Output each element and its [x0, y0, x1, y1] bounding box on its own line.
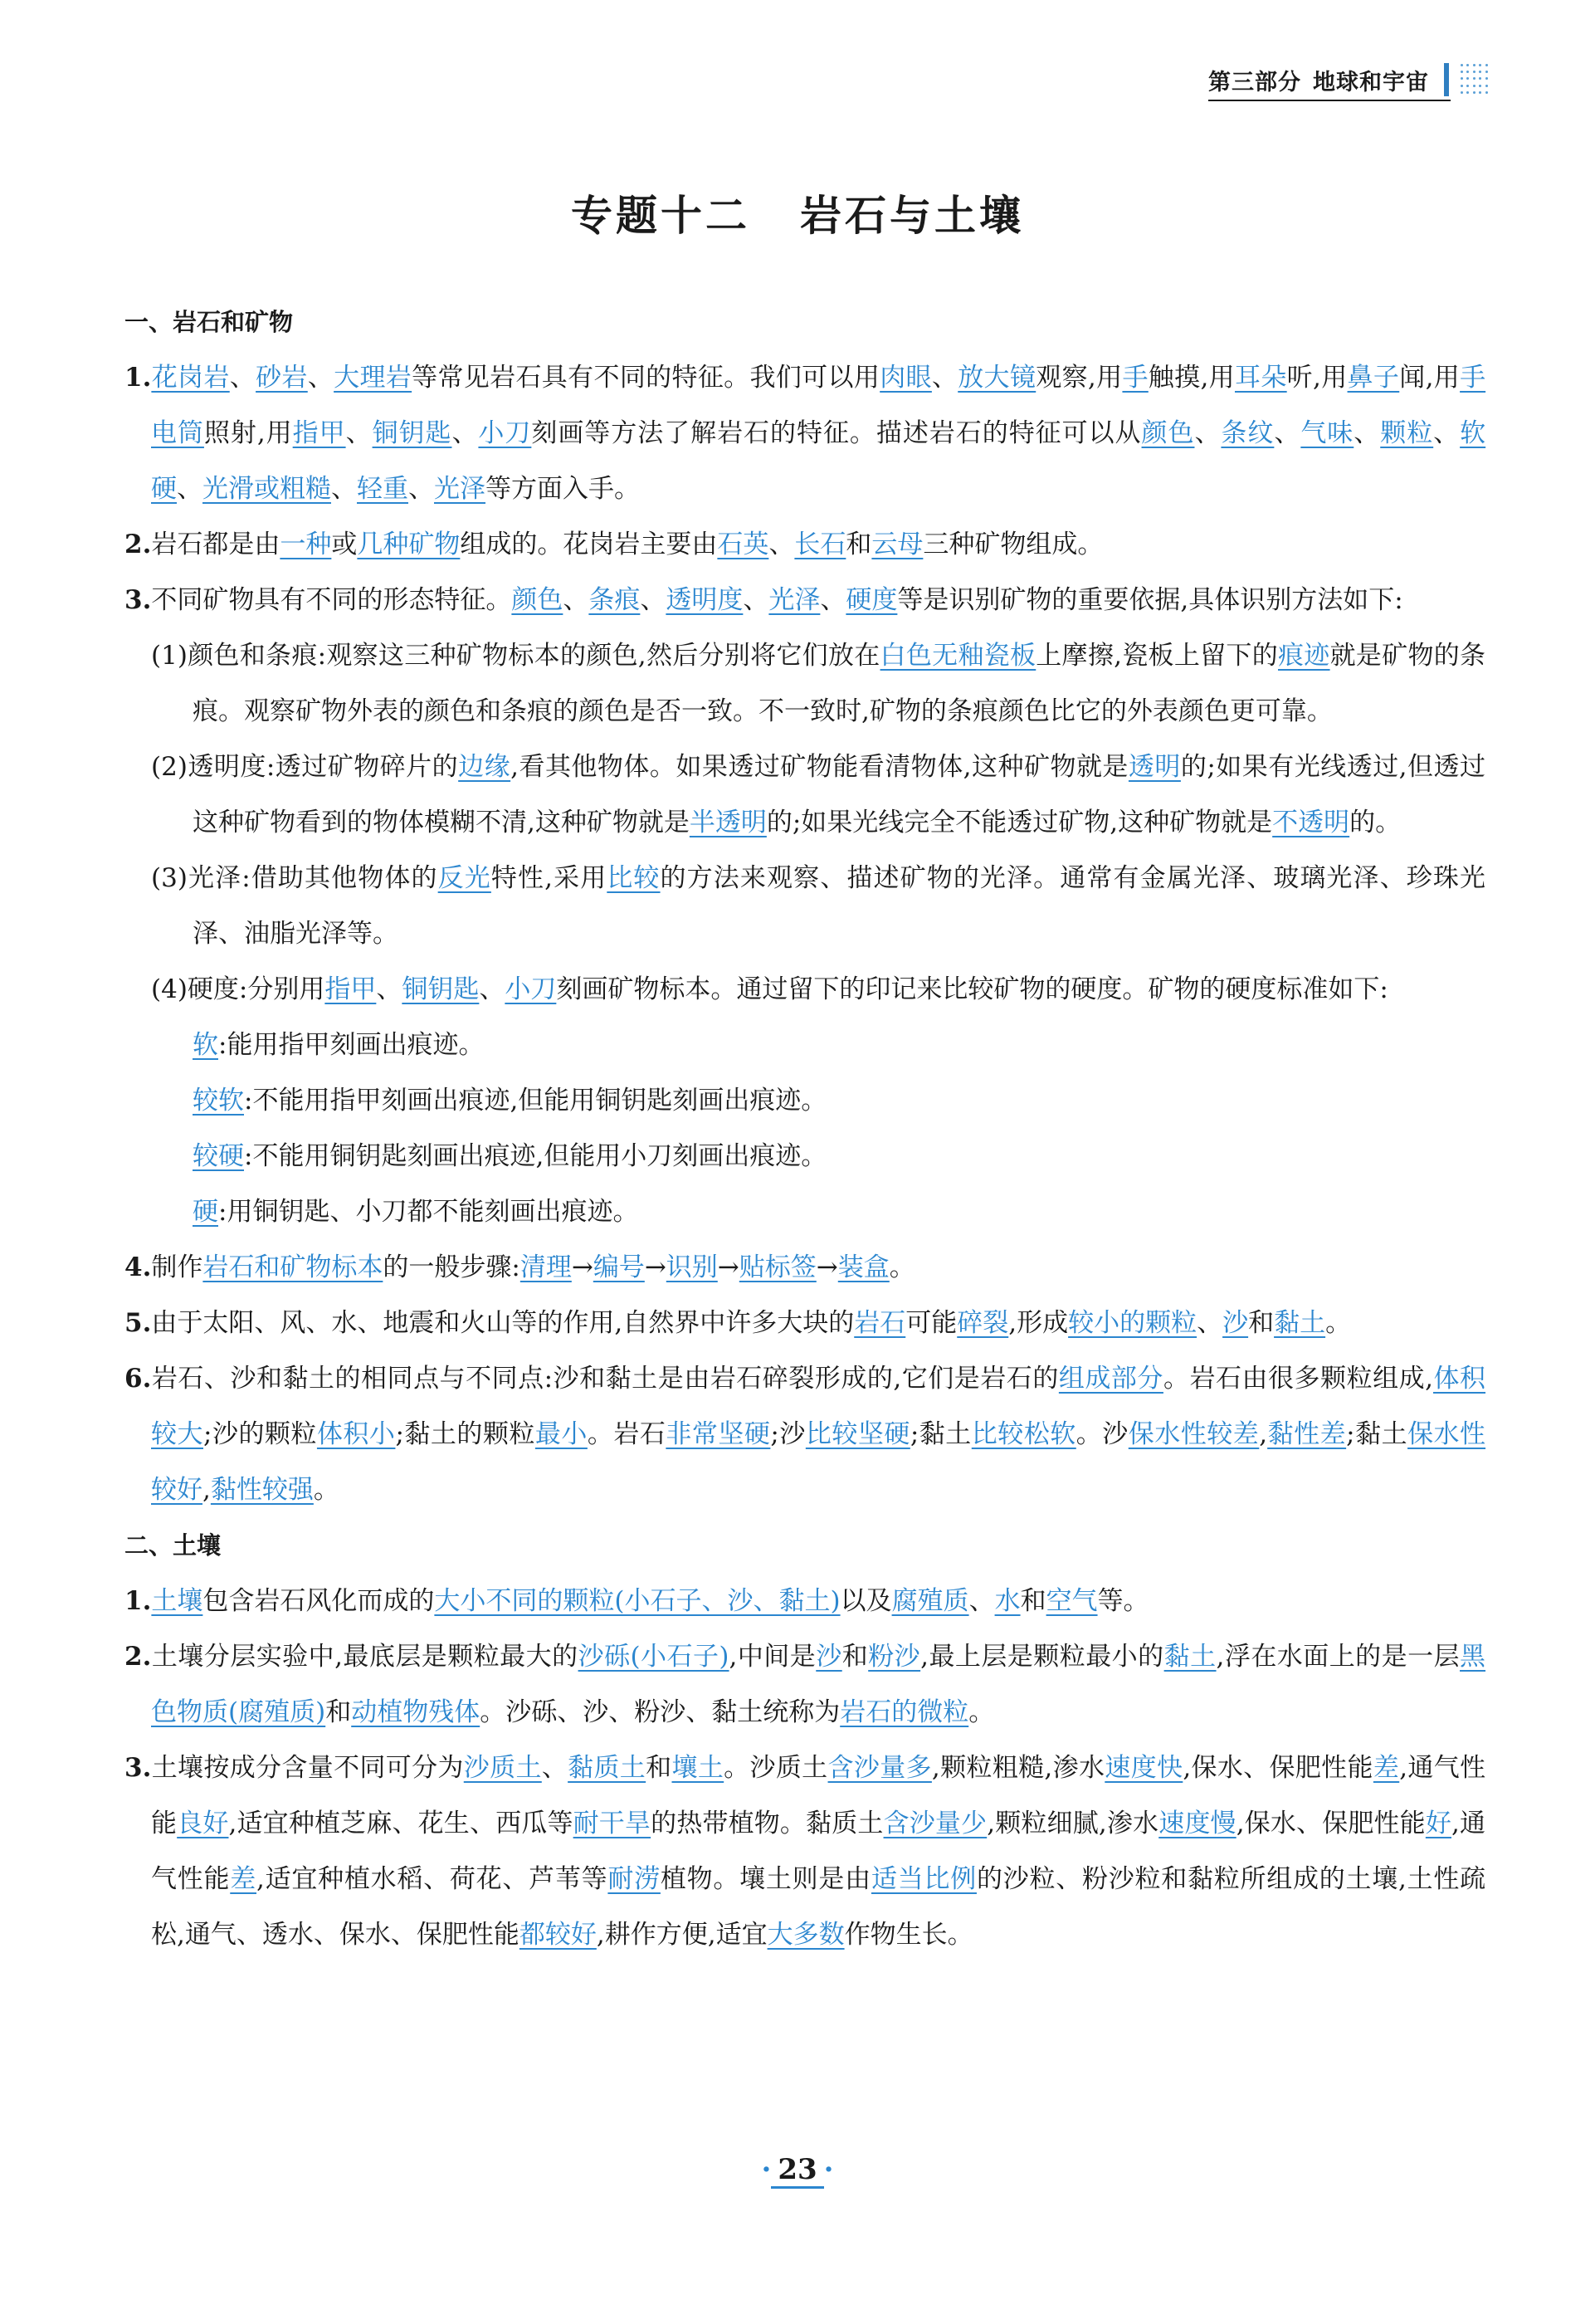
list-item: 1.花岗岩、砂岩、大理岩等常见岩石具有不同的特征。我们可以用肉眼、放大镜观察,用手触摸,用耳朵听,用鼻子闻,用手电筒照射,用指甲、铜钥匙、小刀刻画等方法了解岩石的特征。描述岩石的特征可以从颜色、条纹、气味、颗粒、软硬、光滑或粗糙、轻重、光泽等方面入手。: [124, 363, 1486, 504]
answer-text: 含沙量少: [883, 1809, 988, 1838]
answer-text: 清理: [519, 1252, 572, 1282]
answer-text: 半透明: [689, 808, 767, 837]
answer-text: 条纹: [1221, 418, 1275, 448]
answer-text: 贴标签: [739, 1252, 817, 1282]
answer-text: 软硬: [151, 418, 1486, 504]
answer-text: 耳朵: [1234, 363, 1287, 393]
answer-text: 砂岩: [256, 363, 308, 393]
answer-text: 大理岩: [334, 363, 412, 393]
hardness-grade: 较硬:不能用铜钥匙刻画出痕迹,但能用小刀刻画出痕迹。: [193, 1141, 827, 1171]
answer-text: 较硬: [193, 1141, 244, 1171]
list-item: 1.土壤包含岩石风化而成的大小不同的颗粒(小石子、沙、黏土)以及腐殖质、水和空气等。: [124, 1586, 1149, 1616]
answer-text: 硬: [193, 1197, 218, 1227]
answer-text: 大多数: [767, 1920, 845, 1950]
answer-text: 沙: [816, 1642, 842, 1672]
answer-text: 轻重: [357, 474, 408, 504]
answer-text: 差: [230, 1864, 257, 1894]
answer-text: 颗粒: [1380, 418, 1434, 448]
answer-text: 铜钥匙: [372, 418, 452, 448]
answer-text: 光泽: [768, 585, 821, 615]
sub-item-color: (1)颜色和条痕:观察这三种矿物标本的颜色,然后分别将它们放在白色无釉瓷板上摩擦,瓷板上留下的痕迹就是矿物的条痕。观察矿物外表的颜色和条痕的颜色是否一致。不一致时,矿物的条痕颜色比它的外表颜色更可靠。: [151, 641, 1486, 726]
page-number: · 23 ·: [756, 2153, 839, 2189]
answer-text: 小刀: [478, 418, 532, 448]
answer-text: 黑色物质(腐殖质): [151, 1642, 1486, 1727]
chapter-header: [1208, 63, 1489, 96]
answer-text: 碎裂: [957, 1308, 1009, 1338]
answer-text: 黏性较强: [210, 1475, 314, 1505]
main-content: [124, 295, 1485, 1963]
answer-text: 黏性差: [1267, 1419, 1347, 1449]
answer-text: 沙: [1222, 1308, 1249, 1338]
answer-text: 土壤: [151, 1586, 203, 1616]
answer-text: 速度快: [1105, 1753, 1183, 1783]
answer-text: 长石: [794, 530, 846, 559]
answer-text: 含沙量多: [827, 1753, 932, 1783]
answer-text: 黏土: [1274, 1308, 1326, 1338]
answer-text: 肉眼: [880, 363, 932, 393]
answer-text: 比较松软: [971, 1419, 1076, 1449]
answer-text: 岩石: [854, 1308, 906, 1338]
answer-text: 壤土: [671, 1753, 724, 1783]
list-item: 2.土壤分层实验中,最底层是颗粒最大的沙砾(小石子),中间是沙和粉沙,最上层是颗粒最小的黏土,浮在水面上的是一层黑色物质(腐殖质)和动植物残体。沙砾、沙、粉沙、黏土统称为岩石的微粒。: [124, 1642, 1486, 1727]
answer-text: 岩石的微粒: [840, 1697, 969, 1727]
answer-text: 沙砾(小石子): [578, 1642, 729, 1672]
answer-text: 软: [193, 1030, 218, 1060]
answer-text: 最小: [534, 1419, 588, 1449]
answer-text: 岩石和矿物标本: [202, 1252, 383, 1282]
answer-text: 铜钥匙: [402, 974, 480, 1004]
answer-text: 放大镜: [958, 363, 1037, 393]
list-item: 4.制作岩石和矿物标本的一般步骤:清理→编号→识别→贴标签→装盒。: [124, 1252, 915, 1282]
answer-text: 石英: [717, 530, 769, 559]
list-item: 5.由于太阳、风、水、地震和火山等的作用,自然界中许多大块的岩石可能碎裂,形成较小的颗粒、沙和黏土。: [124, 1308, 1352, 1338]
answer-text: 手: [1122, 363, 1149, 393]
answer-text: 颜色: [511, 585, 563, 615]
list-item: 6.岩石、沙和黏土的相同点与不同点:沙和黏土是由岩石碎裂形成的,它们是岩石的组成部分。岩石由很多颗粒组成,体积较大;沙的颗粒体积小;黏土的颗粒最小。岩石非常坚硬;沙比较坚硬;黏土比较松软。沙保水性较差,黏性差;黏土保水性较好,黏性较强。: [124, 1364, 1486, 1505]
answer-text: 适当比例: [871, 1864, 977, 1894]
answer-text: 黏土: [1163, 1642, 1217, 1672]
answer-text: 光泽: [434, 474, 485, 504]
header-underline: [1208, 100, 1451, 101]
sub-item-transparency: (2)透明度:透过矿物碎片的边缘,看其他物体。如果透过矿物能看清物体,这种矿物就是透明的;如果有光线透过,但透过这种矿物看到的物体模糊不清,这种矿物就是半透明的;如果光线完全不能透过矿物,这种矿物就是不透明的。: [151, 752, 1485, 837]
answer-text: 良好: [177, 1809, 229, 1838]
answer-text: 小刀: [505, 974, 557, 1004]
answer-text: 都较好: [519, 1920, 597, 1950]
answer-text: 一种: [280, 530, 332, 559]
answer-text: 比较坚硬: [805, 1419, 910, 1449]
part-label: 第三部分: [1208, 69, 1301, 95]
answer-text: 空气: [1046, 1586, 1098, 1616]
answer-text: 组成部分: [1058, 1364, 1163, 1394]
answer-text: 透明度: [666, 585, 744, 615]
answer-text: 粉沙: [868, 1642, 921, 1672]
answer-text: 白色无釉瓷板: [880, 641, 1037, 671]
answer-text: 保水性较好: [151, 1419, 1486, 1505]
answer-text: 反光: [437, 863, 491, 893]
answer-text: 光滑或粗糙: [202, 474, 331, 504]
answer-text: 指甲: [292, 418, 346, 448]
section-heading-rocks: 一、岩石和矿物: [124, 308, 294, 336]
answer-text: 较小的颗粒: [1068, 1308, 1197, 1338]
answer-text: 条痕: [588, 585, 641, 615]
answer-text: 大小不同的颗粒(小石子、沙、黏土): [434, 1586, 841, 1616]
answer-text: 硬度: [846, 585, 898, 615]
answer-text: 差: [1373, 1753, 1400, 1783]
answer-text: 边缘: [458, 752, 511, 782]
answer-text: 好: [1425, 1809, 1452, 1838]
answer-text: 体积小: [316, 1419, 396, 1449]
sub-item-luster: (3)光泽:借助其他物体的反光特性,采用比较的方法来观察、描述矿物的光泽。通常有金属光泽、玻璃光泽、珍珠光泽、油脂光泽等。: [151, 863, 1486, 949]
hardness-grade: 软:能用指甲刻画出痕迹。: [193, 1030, 485, 1060]
answer-text: 比较: [607, 863, 661, 893]
list-item: 3.不同矿物具有不同的形态特征。颜色、条痕、透明度、光泽、硬度等是识别矿物的重要依据,具体识别方法如下:: [124, 585, 1403, 615]
page-title: 专题十二 岩石与土壤: [571, 192, 1024, 240]
hardness-grade: 较软:不能用指甲刻画出痕迹,但能用铜钥匙刻画出痕迹。: [193, 1086, 827, 1116]
answer-text: 装盒: [837, 1252, 890, 1282]
answer-text: 鼻子: [1347, 363, 1400, 393]
answer-text: 腐殖质: [891, 1586, 969, 1616]
answer-text: 非常坚硬: [666, 1419, 771, 1449]
answer-text: 保水性较差: [1128, 1419, 1260, 1449]
answer-text: 颜色: [1141, 418, 1195, 448]
header-bar-decoration: [1444, 63, 1449, 96]
topic-label: 地球和宇宙: [1313, 69, 1429, 95]
sub-item-hardness: (4)硬度:分别用指甲、铜钥匙、小刀刻画矿物标本。通过留下的印记来比较矿物的硬度。矿物的硬度标准如下:: [151, 974, 1388, 1004]
answer-text: 沙质土: [463, 1753, 542, 1783]
answer-text: 气味: [1300, 418, 1354, 448]
dot-grid-icon: [1461, 64, 1489, 95]
answer-text: 耐涝: [607, 1864, 661, 1894]
answer-text: 不透明: [1272, 808, 1350, 837]
answer-text: 较软: [193, 1086, 244, 1116]
answer-text: 体积较大: [151, 1364, 1486, 1449]
list-item: 3.土壤按成分含量不同可分为沙质土、黏质土和壤土。沙质土含沙量多,颗粒粗糙,渗水速度快,保水、保肥性能差,通气性能良好,适宜种植芝麻、花生、西瓜等耐干旱的热带植物。黏质土含沙量少,颗粒细腻,渗水速度慢,保水、保肥性能好,通气性能差,适宜种植水稻、荷花、芦苇等耐涝植物。壤土则是由适当比例的沙粒、粉沙粒和黏粒所组成的土壤,土性疏松,通气、透水、保水、保肥性能都较好,耕作方便,适宜大多数作物生长。: [124, 1753, 1486, 1950]
answer-text: 痕迹: [1278, 641, 1330, 671]
answer-text: 指甲: [324, 974, 377, 1004]
answer-text: 水: [994, 1586, 1021, 1616]
answer-text: 云母: [871, 530, 924, 559]
answer-text: 透明: [1128, 752, 1181, 782]
answer-text: 花岗岩: [151, 363, 230, 393]
answer-text: 速度慢: [1158, 1809, 1236, 1838]
answer-text: 几种矿物: [357, 530, 461, 559]
answer-text: 编号: [593, 1252, 645, 1282]
answer-text: 手电筒: [151, 363, 1486, 448]
answer-text: 耐干旱: [573, 1809, 651, 1838]
section-heading-soil: 二、土壤: [124, 1531, 222, 1560]
hardness-grade: 硬:用铜钥匙、小刀都不能刻画出痕迹。: [193, 1197, 639, 1227]
answer-text: 黏质土: [568, 1753, 646, 1783]
answer-text: 识别: [666, 1252, 718, 1282]
list-item: 2.岩石都是由一种或几种矿物组成的。花岗岩主要由石英、长石和云母三种矿物组成。: [124, 530, 1104, 559]
answer-text: 动植物残体: [351, 1697, 480, 1727]
